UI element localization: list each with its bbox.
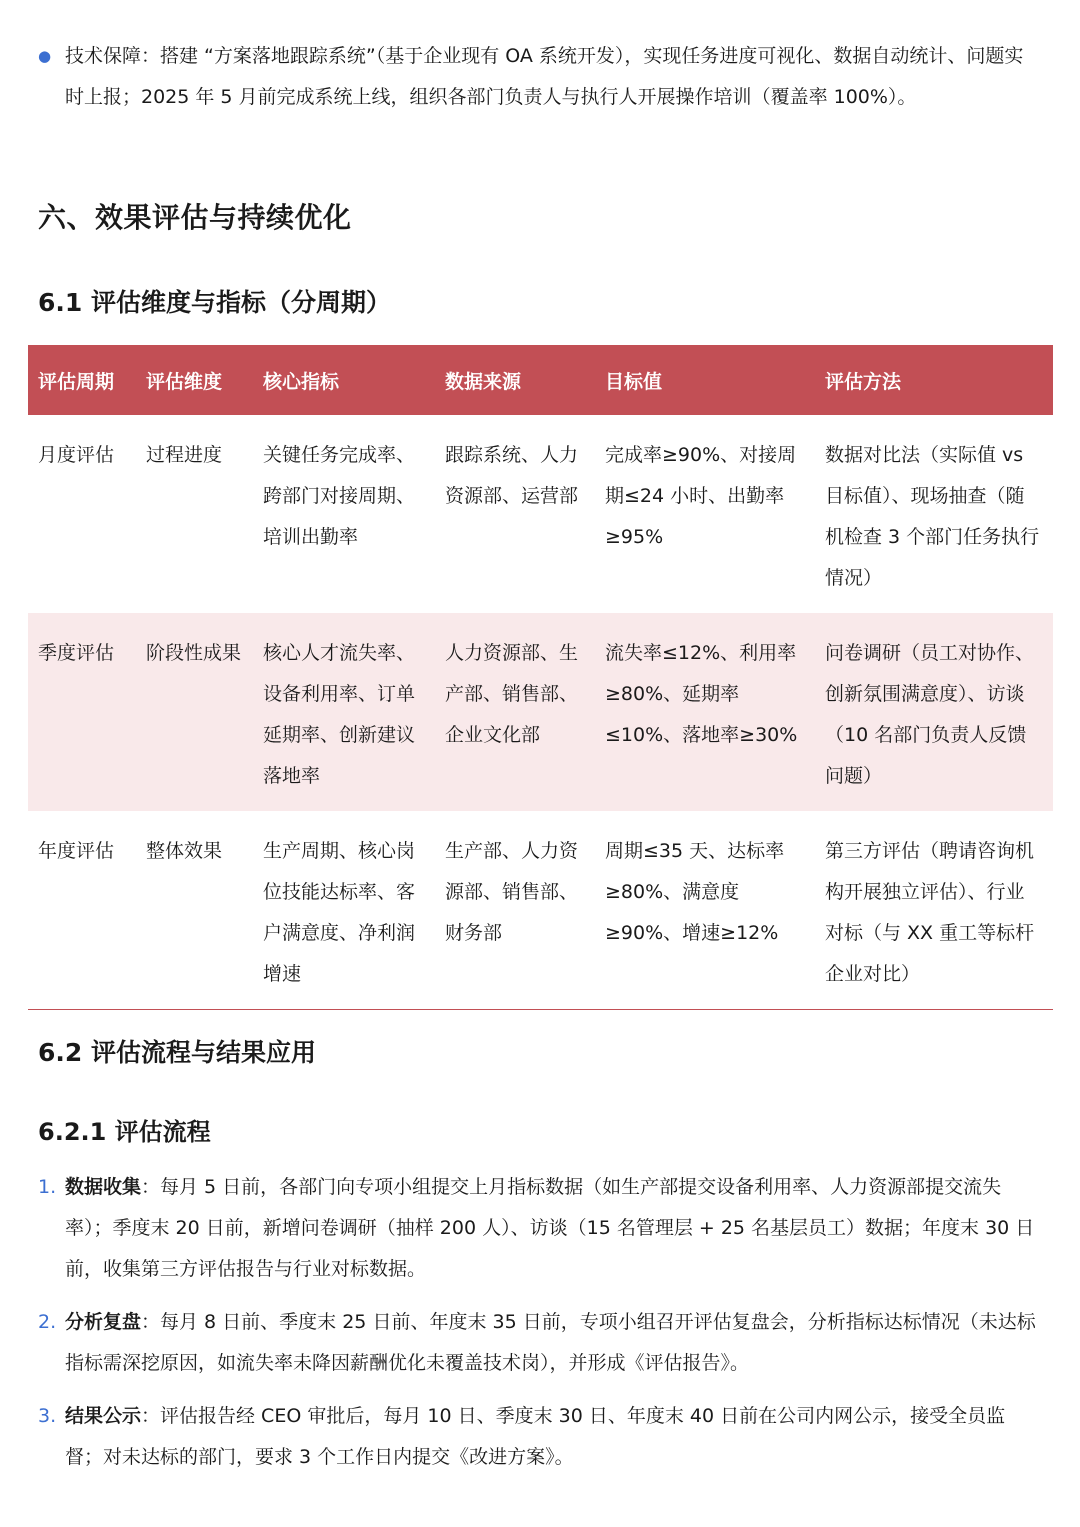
table-header-cell: 评估周期 [28,345,136,415]
step-text: ：每月 8 日前、季度末 25 日前、年度末 35 日前，专项小组召开评估复盘会，分析指标达标情况（未达标指标需深挖原因，如流失率未降因薪酬优化未覆盖技术岗），并形成《评估报告》。 [65,1311,1036,1374]
table-cell: 跟踪系统、人力资源部、运营部 [445,444,579,507]
table-cell: 核心人才流失率、设备利用率、订单延期率、创新建议落地率 [253,613,435,811]
table-cell: 第三方评估（聘请咨询机构开展独立评估）、行业对标（与 XX 重工等标杆企业对比） [815,811,1053,1010]
table-cell: 整体效果 [136,811,253,1010]
table-cell: 年度评估 [28,811,136,1010]
table-cell: 流失率≤12%、利用率≥80%、延期率≤10%、落地率≥30% [595,613,815,811]
list-item [38,36,1028,118]
bullet-dot-icon: ● [38,47,52,65]
step-term: 分析复盘 [65,1311,142,1333]
table-row [28,415,1053,613]
subsection-title-6-2: 6.2 评估流程与结果应用 [38,1038,316,1067]
table-cell: 生产周期、核心岗位技能达标率、客户满意度、净利润增速 [253,811,435,1010]
step-text: ：每月 5 日前，各部门向专项小组提交上月指标数据（如生产部提交设备利用率、人力资源部提交流失率）；季度末 20 日前，新增问卷调研（抽样 200 人）、访谈（15 名管理层 + 25 名基层员工）数据；年度末 30 日前，收集第三方评估报告与行业对标数据。 [65,1176,1035,1280]
step-text: ：评估报告经 CEO 审批后，每月 10 日、季度末 30 日、年度末 40 日前在公司内网公示，接受全员监督；对未达标的部门，要求 3 个工作日内提交《改进方案》。 [65,1405,1006,1468]
table-cell: 关键任务完成率、跨部门对接周期、培训出勤率 [263,444,416,548]
section-title: 六、效果评估与持续优化 [38,201,352,234]
table-header-cell: 评估维度 [136,345,253,415]
table-row [28,811,1053,1010]
subsection-title-6-2-1: 6.2.1 评估流程 [38,1118,211,1146]
table-cell: 人力资源部、生产部、销售部、企业文化部 [435,613,595,811]
table-cell: 季度评估 [28,613,136,811]
table-header-cell: 目标值 [595,345,815,415]
table-cell: 过程进度 [146,444,223,466]
subsection-title-6-1: 6.1 评估维度与指标（分周期） [38,288,391,317]
list-item [38,1167,1043,1290]
step-term: 结果公示 [65,1405,142,1427]
table-cell: 阶段性成果 [136,613,253,811]
list-item [38,1396,1043,1478]
table-header-cell: 评估方法 [815,345,1053,415]
step-term: 数据收集 [65,1176,142,1198]
table-cell: 数据对比法（实际值 vs 目标值）、现场抽查（随机检查 3 个部门任务执行情况） [825,444,1040,589]
evaluation-table [28,345,1053,1010]
process-step-list [38,1167,1043,1490]
table-cell: 完成率≥90%、对接周期≤24 小时、出勤率≥95% [605,444,797,548]
intro-bullet-text: 技术保障：搭建 “方案落地跟踪系统”（基于企业现有 OA 系统开发），实现任务进度可视化、数据自动统计、问题实时上报；2025 年 5 月前完成系统上线，组织各部门负责人与执行人开展操作培训（覆盖率 100%）。 [65,45,1024,108]
step-number: 3. [38,1405,57,1427]
table-cell: 周期≤35 天、达标率≥80%、满意度≥90%、增速≥12% [595,811,815,1010]
table-cell: 生产部、人力资源部、销售部、财务部 [435,811,595,1010]
table-header-row [28,345,1053,415]
table-header-cell: 核心指标 [253,345,435,415]
step-number: 1. [38,1176,57,1198]
step-number: 2. [38,1311,57,1333]
table-cell: 月度评估 [38,444,115,466]
table-header-cell: 数据来源 [435,345,595,415]
table-cell: 问卷调研（员工对协作、创新氛围满意度）、访谈（10 名部门负责人反馈问题） [815,613,1053,811]
intro-bullet-list [38,36,1028,118]
table-row [28,613,1053,811]
list-item [38,1302,1043,1384]
